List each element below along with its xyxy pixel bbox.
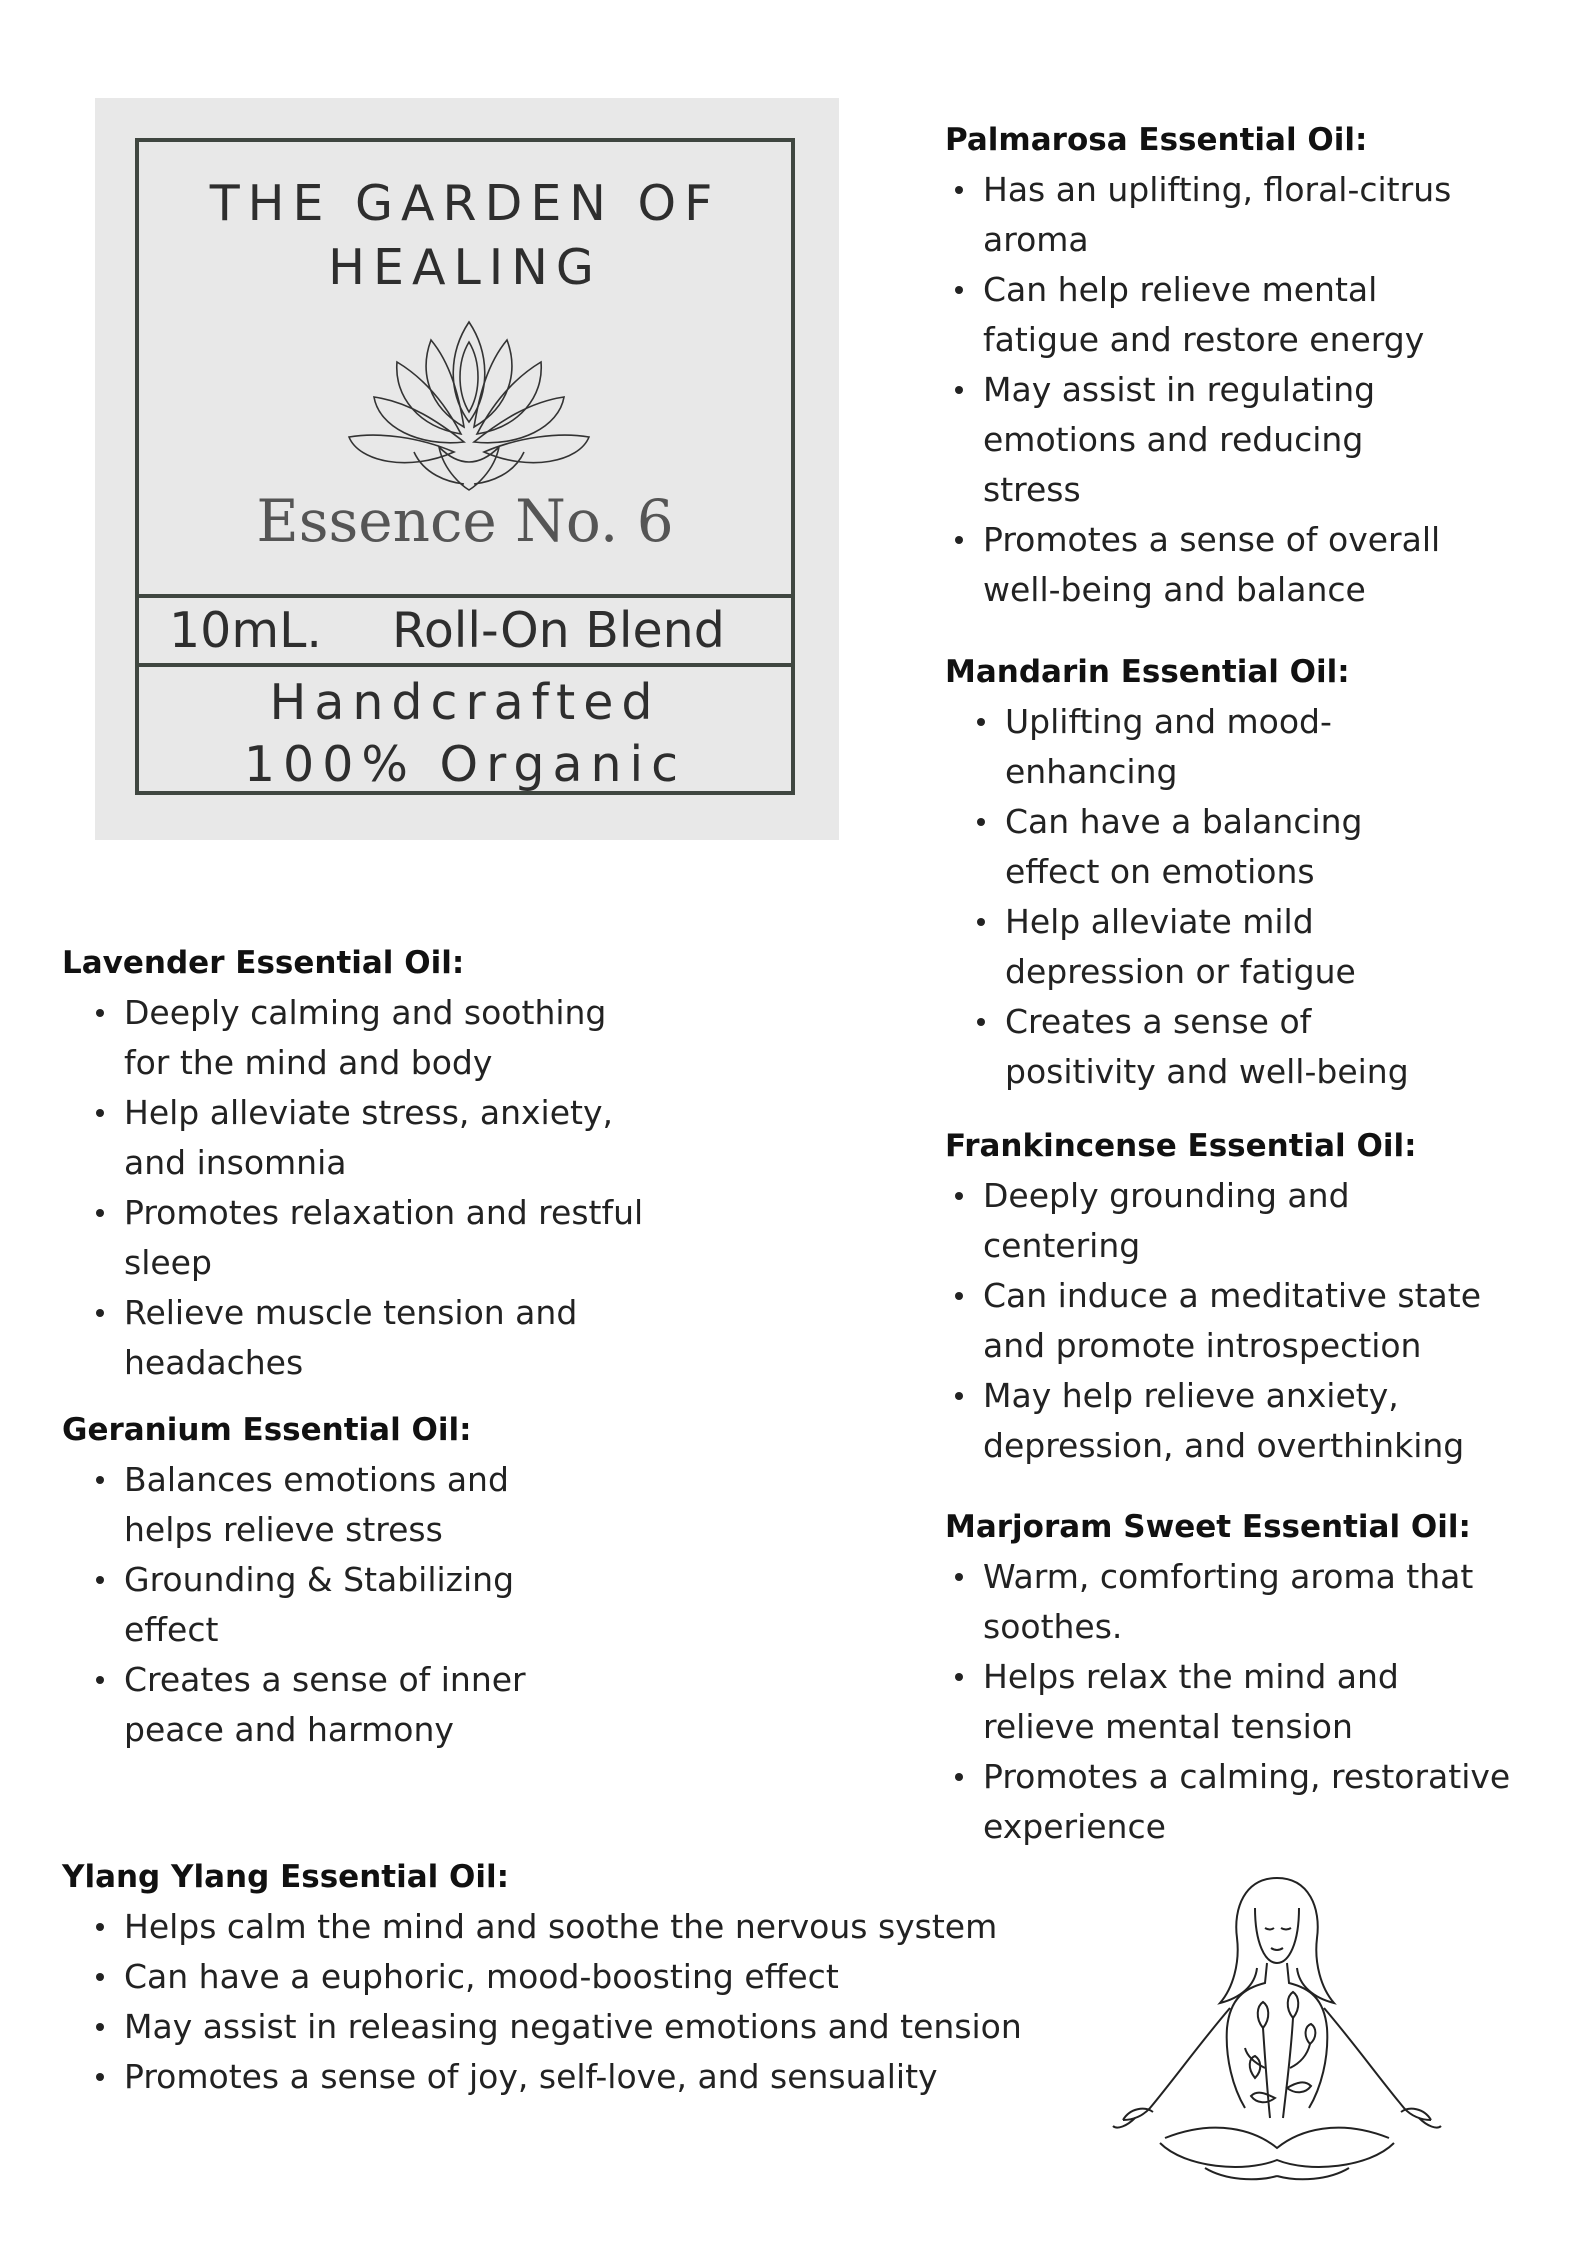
list-item: Promotes a sense of overall well-being and balance xyxy=(983,515,1483,615)
list-item: Has an uplifting, floral-citrus aroma xyxy=(983,165,1463,265)
brand-name xyxy=(139,172,791,300)
oil-benefits-list xyxy=(945,165,1485,615)
list-item: Helps calm the mind and soothe the nervous system xyxy=(124,1902,1082,1952)
list-item: Can help relieve mental fatigue and restore energy xyxy=(983,265,1463,365)
list-item: Promotes a calming, restorative experience xyxy=(983,1752,1553,1852)
list-item: Creates a sense of inner peace and harmony xyxy=(124,1655,554,1755)
oil-section-palmarosa xyxy=(945,115,1485,615)
oil-title: Palmarosa Essential Oil: xyxy=(945,122,1368,158)
handmade-info xyxy=(139,672,791,796)
list-item: Deeply grounding and centering xyxy=(983,1171,1403,1271)
oil-benefits-list xyxy=(945,1552,1555,1852)
oil-section-ylang-ylang xyxy=(62,1852,1082,2102)
list-item: Deeply calming and soothing for the mind and body xyxy=(124,988,644,1088)
blend-type: Roll-On Blend xyxy=(391,602,725,659)
oil-benefits-list xyxy=(62,1455,702,1755)
volume: 10mL. xyxy=(169,602,322,659)
oil-section-geranium xyxy=(62,1405,702,1755)
essence-number: Essence No. 6 xyxy=(256,487,674,555)
list-item: Creates a sense of positivity and well-being xyxy=(1005,997,1425,1097)
meditating-woman-icon xyxy=(1105,1868,1450,2188)
handcrafted-text: Handcrafted xyxy=(269,674,661,731)
oil-title: Geranium Essential Oil: xyxy=(62,1412,472,1448)
list-item: Promotes a sense of joy, self-love, and sensuality xyxy=(124,2052,1082,2102)
list-item: Help alleviate stress, anxiety, and insomnia xyxy=(124,1088,644,1188)
oil-section-lavender xyxy=(62,938,702,1388)
list-item: Helps relax the mind and relieve mental tension xyxy=(983,1652,1433,1752)
oil-benefits-list xyxy=(62,1902,1082,2102)
lotus-icon xyxy=(339,302,599,492)
size-row xyxy=(169,598,761,663)
oil-title: Ylang Ylang Essential Oil: xyxy=(62,1859,510,1895)
list-item: Uplifting and mood-enhancing xyxy=(1005,697,1365,797)
list-item: May assist in regulating emotions and reducing stress xyxy=(983,365,1413,515)
oil-section-mandarin xyxy=(945,647,1485,1097)
brand-line-2: HEALING xyxy=(328,239,602,296)
list-item: Can induce a meditative state and promote introspection xyxy=(983,1271,1503,1371)
oil-title: Marjoram Sweet Essential Oil: xyxy=(945,1509,1471,1545)
oil-title: Mandarin Essential Oil: xyxy=(945,654,1350,690)
list-item: Help alleviate mild depression or fatigue xyxy=(1005,897,1405,997)
product-label xyxy=(95,98,839,840)
list-item: May assist in releasing negative emotions and tension xyxy=(124,2002,1082,2052)
list-item: May help relieve anxiety, depression, and overthinking xyxy=(983,1371,1503,1471)
oil-title: Lavender Essential Oil: xyxy=(62,945,465,981)
oil-section-frankincense xyxy=(945,1121,1485,1471)
list-item: Can have a balancing effect on emotions xyxy=(1005,797,1385,897)
oil-section-marjoram xyxy=(945,1502,1555,1852)
list-item: Relieve muscle tension and headaches xyxy=(124,1288,624,1388)
organic-text: 100% Organic xyxy=(243,736,687,793)
oil-benefits-list xyxy=(945,697,1485,1097)
label-frame xyxy=(135,138,795,795)
oil-title: Frankincense Essential Oil: xyxy=(945,1128,1417,1164)
list-item: Can have a euphoric, mood-boosting effect xyxy=(124,1952,1082,2002)
brand-line-1: THE GARDEN OF xyxy=(209,175,721,232)
list-item: Balances emotions and helps relieve stress xyxy=(124,1455,554,1555)
oil-benefits-list xyxy=(945,1171,1485,1471)
list-item: Grounding & Stabilizing effect xyxy=(124,1555,554,1655)
label-divider xyxy=(139,663,791,667)
list-item: Promotes relaxation and restful sleep xyxy=(124,1188,694,1288)
list-item: Warm, comforting aroma that soothes. xyxy=(983,1552,1503,1652)
oil-benefits-list xyxy=(62,988,702,1388)
